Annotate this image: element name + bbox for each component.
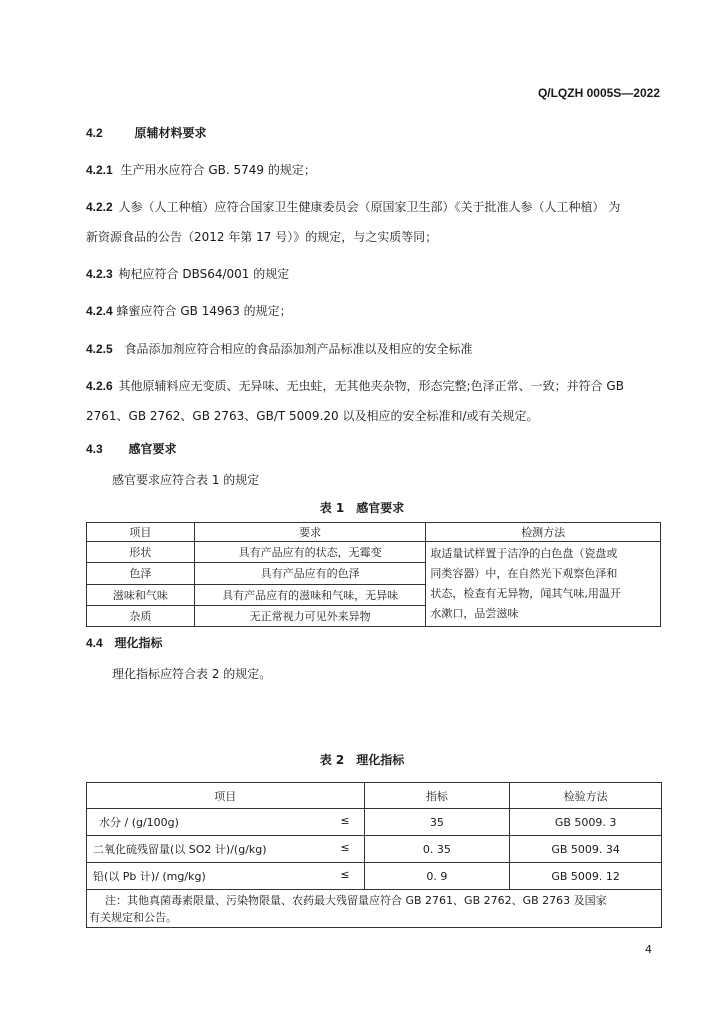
method-line: 同类容器）中，在自然光下观察色泽和	[430, 567, 618, 580]
page-number: 4	[645, 943, 652, 956]
item-cell: 杂质	[87, 605, 195, 626]
clause-4-2-3	[86, 267, 289, 281]
physicochemical-table	[86, 782, 662, 928]
clause-number: 4.2.6	[86, 379, 113, 393]
table-header-cell: 检测方法	[426, 523, 661, 542]
clause-text: 蜂蜜应符合 GB 14963 的规定；	[116, 304, 292, 318]
item-cell: 形状	[87, 542, 195, 563]
requirement-cell: 具有产品应有的色泽	[194, 563, 426, 584]
value-cell: 0. 35	[364, 836, 510, 863]
clause-text: 枸杞应符合 DBS64/001 的规定	[118, 267, 290, 281]
table-header-cell: 检验方法	[510, 783, 662, 809]
clause-4-2-4	[86, 304, 292, 318]
table-header-cell: 要求	[194, 523, 426, 542]
clause-text: 人参（人工种植）应符合国家卫生健康委员会（原国家卫生部）《关于批准人参（人工种植） 为	[118, 200, 621, 214]
section-number: 4.3	[86, 442, 103, 456]
note-line: 有关规定和公告。	[89, 911, 177, 924]
sensory-table	[86, 522, 661, 627]
table-row	[87, 809, 662, 836]
item-cell	[87, 809, 365, 836]
clause-text: 其他原辅料应无变质、无异味、无虫蛀，无其他夹杂物，形态完整;色泽正常、一致；并符合 GB	[118, 379, 624, 393]
item-cell	[87, 836, 365, 863]
note-line: 注：其他真菌毒素限量、污染物限量、农药最大残留量应符合 GB 2761、GB 2762、GB 2763 及国家	[105, 894, 607, 907]
table-row	[87, 863, 662, 890]
clause-4-2-6-line2: 2761、GB 2762、GB 2763、GB/T 5009.20 以及相应的安全标准和/或有关规定。	[86, 409, 539, 423]
item-label: 铅(以 Pb 计)/ (mg/kg)	[93, 870, 206, 883]
section-4-2-heading	[86, 126, 207, 140]
clause-4-2-2-line1	[86, 200, 620, 214]
section-4-4-text: 理化指标应符合表 2 的规定。	[112, 667, 272, 681]
item-cell	[87, 863, 365, 890]
method-cell: GB 5009. 3	[510, 809, 662, 836]
clause-4-2-1	[86, 163, 316, 177]
section-title: 感官要求	[128, 442, 177, 456]
section-number: 4.4	[86, 636, 103, 650]
item-label: 水分 / (g/100g)	[99, 816, 179, 829]
section-title: 理化指标	[114, 636, 163, 650]
table-note	[87, 890, 662, 928]
operator: ≤	[340, 868, 350, 881]
section-title: 原辅材料要求	[134, 126, 207, 140]
clause-text: 生产用水应符合 GB. 5749 的规定；	[120, 163, 316, 177]
clause-number: 4.2.2	[86, 200, 113, 214]
method-cell	[426, 542, 661, 627]
value-cell: 35	[364, 809, 510, 836]
clause-4-2-6-line1	[86, 379, 624, 393]
requirement-cell: 具有产品应有的状态，无霉变	[194, 542, 426, 563]
table-header-row	[87, 783, 662, 809]
table-row	[87, 836, 662, 863]
table-header-cell: 项目	[87, 523, 195, 542]
section-number: 4.2	[86, 126, 103, 140]
clause-4-2-2-line2: 新资源食品的公告（2012 年第 17 号）》的规定，与之实质等同；	[86, 230, 438, 244]
table-header-row	[87, 523, 661, 542]
clause-number: 4.2.1	[86, 163, 113, 177]
table-row	[87, 542, 661, 563]
requirement-cell: 无正常视力可见外来异物	[194, 605, 426, 626]
table-header-cell: 指标	[364, 783, 510, 809]
requirement-cell: 具有产品应有的滋味和气味，无异味	[194, 584, 426, 605]
table1-caption: 表 1 感官要求	[319, 501, 405, 515]
section-4-3-heading	[86, 442, 177, 456]
table-note-row	[87, 890, 662, 928]
clause-number: 4.2.4	[86, 304, 113, 318]
table-header-cell: 项目	[87, 783, 365, 809]
item-label: 二氧化硫残留量(以 SO2 计)/(g/kg)	[93, 843, 267, 856]
value-cell: 0. 9	[364, 863, 510, 890]
method-line: 水漱口，品尝滋味	[430, 607, 519, 620]
method-cell: GB 5009. 12	[510, 863, 662, 890]
table2-caption: 表 2 理化指标	[319, 753, 405, 767]
method-cell: GB 5009. 34	[510, 836, 662, 863]
clause-number: 4.2.3	[86, 267, 113, 281]
clause-text: 食品添加剂应符合相应的食品添加剂产品标准以及相应的安全标准	[124, 342, 473, 356]
operator: ≤	[340, 814, 350, 827]
section-4-4-heading	[86, 636, 163, 650]
operator: ≤	[340, 841, 350, 854]
item-cell: 滋味和气味	[87, 584, 195, 605]
clause-4-2-5	[86, 342, 473, 356]
clause-number: 4.2.5	[86, 342, 113, 356]
section-4-3-text: 感官要求应符合表 1 的规定	[112, 473, 260, 487]
item-cell: 色泽	[87, 563, 195, 584]
method-line: 取适量试样置于洁净的白色盘（瓷盘或	[430, 547, 618, 560]
document-code: Q/LQZH 0005S—2022	[537, 86, 660, 100]
method-line: 状态，检查有无异物，闻其气味,用温开	[430, 587, 621, 600]
